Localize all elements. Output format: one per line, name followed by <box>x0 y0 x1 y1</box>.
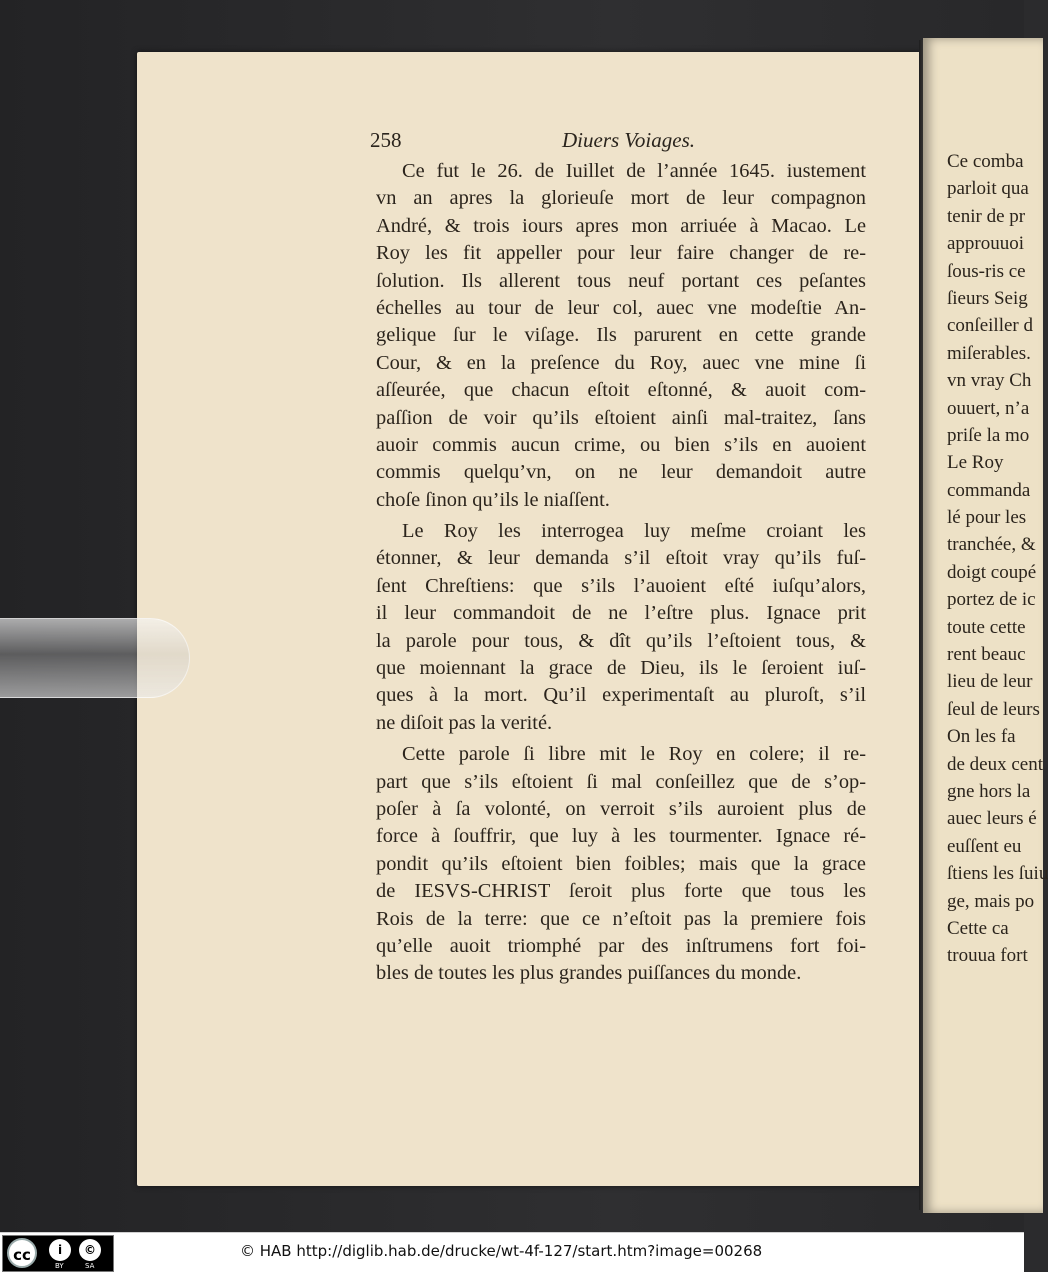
facing-line: Cette ca <box>947 917 1009 939</box>
facing-line: rent beauc <box>947 644 1026 666</box>
facing-line: conſeiller d <box>947 315 1033 337</box>
text-line: Cette parole ſi libre mit le Roy en colere; il re- <box>402 743 866 766</box>
text-line: ſolution. Ils allerent tous neuf portant ces peſantes <box>376 269 866 292</box>
facing-line: lieu de leur <box>947 671 1033 693</box>
sa-label: SA <box>85 1262 95 1270</box>
credit-link[interactable]: © HAB http://diglib.hab.de/drucke/wt-4f-127/start.htm?image=00268 <box>240 1242 763 1260</box>
text-line: Roy les fit appeller pour leur faire changer de re- <box>376 242 866 265</box>
text-line: qu’elle auoit triomphé par des inſtrumens fort foi- <box>376 934 866 957</box>
text-line: gelique ſur le viſage. Ils parurent en cette grande <box>376 324 866 347</box>
text-line: force à ſouffrir, que luy à les tourmenter. Ignace ré- <box>376 825 866 848</box>
text-line: Le Roy les interrogea luy meſme croiant les <box>402 520 866 543</box>
glass-page-weight <box>0 618 190 698</box>
facing-line: ſieurs Seig <box>947 287 1028 309</box>
text-line: vn an apres la glorieuſe mort de leur compagnon <box>376 187 866 210</box>
facing-line: portez de ic <box>947 589 1036 611</box>
text-line: André, & trois iours apres mon arriuée à Macao. Le <box>376 214 866 237</box>
text-line: de IESVS-CHRIST ſeroit plus forte que tous les <box>376 880 866 903</box>
page-header <box>370 128 870 156</box>
text-line: Cour, & en la preſence du Roy, auec vne mine ſi <box>376 351 866 374</box>
facing-line: auec leurs é <box>947 808 1037 830</box>
attribution-icon: i <box>49 1239 71 1261</box>
text-line: Rois de la terre: que ce n’eſtoit pas la premiere fois <box>376 907 866 930</box>
facing-line: euſſent eu <box>947 835 1022 857</box>
share-alike-icon: © <box>79 1239 101 1261</box>
viewer-footer <box>0 1232 1024 1272</box>
by-label: BY <box>55 1262 64 1270</box>
cc-license-badge[interactable] <box>2 1235 114 1272</box>
text-line: étonner, & leur demanda s’il eſtoit vray qu’ils fuſ- <box>376 547 866 570</box>
facing-line: commanda <box>947 479 1031 501</box>
facing-page-text <box>947 148 1048 970</box>
facing-line: ge, mais po <box>947 890 1035 912</box>
facing-line: miſerables. <box>947 342 1031 364</box>
text-line: ſent Chreſtiens: que s’ils l’auoient eſté iuſqu’alors, <box>376 574 866 597</box>
facing-line: parloit qua <box>947 178 1029 200</box>
facing-line: de deux cent <box>947 753 1044 775</box>
text-line: poſer à ſa volonté, on verroit s’ils auroient plus de <box>376 797 866 820</box>
facing-line: Le Roy <box>947 452 1004 474</box>
facing-line: tranchée, & <box>947 534 1036 556</box>
text-line: pondit qu’ils eſtoient bien foibles; mais que la grace <box>376 852 866 875</box>
facing-line: lé pour les <box>947 507 1027 529</box>
facing-line: doigt coupé <box>947 561 1037 583</box>
text-line: que moiennant la grace de Dieu, ils le ſeroient iuſ- <box>376 657 866 680</box>
cc-icon: cc <box>7 1238 37 1268</box>
text-line: commis quelqu’vn, on ne leur demandoit autre <box>376 461 866 484</box>
text-line: part que s’ils eſtoient ſi mal conſeillez que de s’op- <box>376 770 866 793</box>
text-line: Ce fut le 26. de Iuillet de l’année 1645. iustement <box>402 160 866 182</box>
text-line: aſſeurée, que chacun eſtoit eſtonné, & auoit com- <box>376 379 866 402</box>
text-line: la parole pour tous, & dît qu’ils l’eſtoient tous, & <box>376 629 866 652</box>
page-number: 258 <box>370 128 402 152</box>
facing-line: ſous-ris ce <box>947 260 1026 282</box>
text-line: choſe ſinon qu’ils le niaſſent. <box>376 488 610 511</box>
text-line: échelles au tour de leur col, auec vne modeſtie An- <box>376 296 866 319</box>
facing-line: ſtiens les ſuiu <box>947 863 1048 885</box>
facing-line: gne hors la <box>947 780 1031 802</box>
facing-line: priſe la mo <box>947 424 1030 446</box>
text-line: bles de toutes les plus grandes puiſſances du monde. <box>376 962 802 985</box>
facing-line: On les fa <box>947 726 1016 748</box>
facing-line: ſeul de leurs <box>947 698 1040 720</box>
facing-line: trouua fort <box>947 945 1028 967</box>
text-line: ne diſoit pas la verité. <box>376 711 553 734</box>
text-line: paſſion de voir qu’ils eſtoient ainſi mal-traitez, ſans <box>376 406 866 429</box>
text-line: il leur commandoit de ne l’eſtre plus. Ignace prit <box>376 602 866 625</box>
running-title: Diuers Voiages. <box>562 128 695 152</box>
facing-line: Ce comba <box>947 151 1024 172</box>
facing-line: toute cette <box>947 616 1026 638</box>
facing-line: ouuert, n’a <box>947 397 1030 419</box>
text-line: ques à la mort. Qu’il experimentaſt au pluroſt, s’il <box>376 684 866 707</box>
page-body-text <box>376 158 866 988</box>
facing-line: approuuoi <box>947 233 1025 255</box>
text-line: auoir commis aucun crime, ou bien s’ils en auoient <box>376 433 866 456</box>
facing-line: tenir de pr <box>947 205 1026 227</box>
facing-line: vn vray Ch <box>947 370 1032 392</box>
